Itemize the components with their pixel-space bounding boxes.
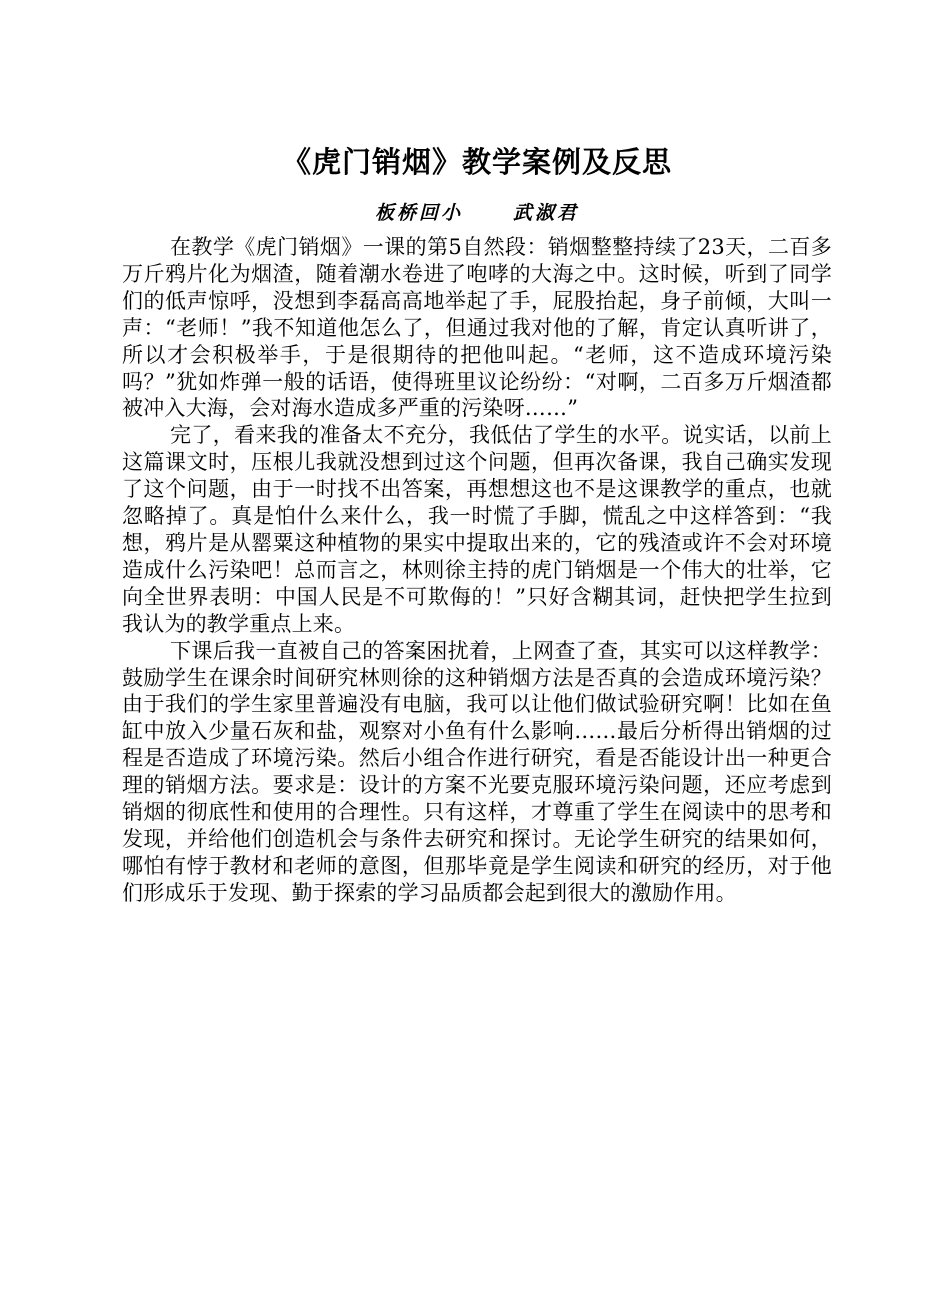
document-page [122, 140, 832, 907]
school-name: 板桥回小 [374, 202, 463, 224]
byline [122, 198, 832, 228]
paragraph-2: 完了，看来我的准备太不充分，我低估了学生的水平。说实话，以前上这篇课文时，压根儿我就没想到过这个问题，但再次备课，我自己确实发现了这个问题，由于一时找不出答案，再想想这也不是这课教学的重点，也就忽略掉了。真是怕什么来什么，我一时慌了手脚，慌乱之中这样答到：“我想，鸦片是从罂粟这种植物的果实中提取出来的，它的残渣或许不会对环境造成什么污染吧！总而言之，林则徐主持的虎门销烟是一个伟大的壮举，它向全世界表明：中国人民是不可欺侮的！”只好含糊其词，赶快把学生拉到我认为的教学重点上来。 [122, 423, 832, 636]
document-title: 《虎门销烟》教学案例及反思 [281, 145, 672, 179]
author-name: 武淑君 [513, 202, 580, 224]
paragraph-3: 下课后我一直被自己的答案困扰着，上网查了查，其实可以这样教学：鼓励学生在课余时间研究林则徐的这种销烟方法是否真的会造成环境污染？由于我们的学生家里普遍没有电脑，我可以让他们做试验研究啊！比如在鱼缸中放入少量石灰和盐，观察对小鱼有什么影响……最后分析得出销烟的过程是否造成了环境污染。然后小组合作进行研究，看是否能设计出一种更合理的销烟方法。要求是：设计的方案不光要克服环境污染问题，还应考虑到销烟的彻底性和使用的合理性。只有这样，才尊重了学生在阅读中的思考和发现，并给他们创造机会与条件去研究和探讨。无论学生研究的结果如何，哪怕有悖于教材和老师的意图，但那毕竟是学生阅读和研究的经历，对于他们形成乐于发现、勤于探索的学习品质都会起到很大的激励作用。 [122, 638, 832, 905]
paragraph-1: 在教学《虎门销烟》一课的第5自然段：销烟整整持续了23天，二百多万斤鸦片化为烟渣，随着潮水卷进了咆哮的大海之中。这时候，听到了同学们的低声惊呼，没想到李磊高高地举起了手，屁股抬起，身子前倾，大叫一声：“老师！”我不知道他怎么了，但通过我对他的了解，肯定认真听讲了，所以才会积极举手，于是很期待的把他叫起。“老师，这不造成环境污染吗？”犹如炸弹一般的话语，使得班里议论纷纷：“对啊，二百多万斤烟渣都被冲入大海，会对海水造成多严重的污染呀……” [122, 235, 832, 421]
